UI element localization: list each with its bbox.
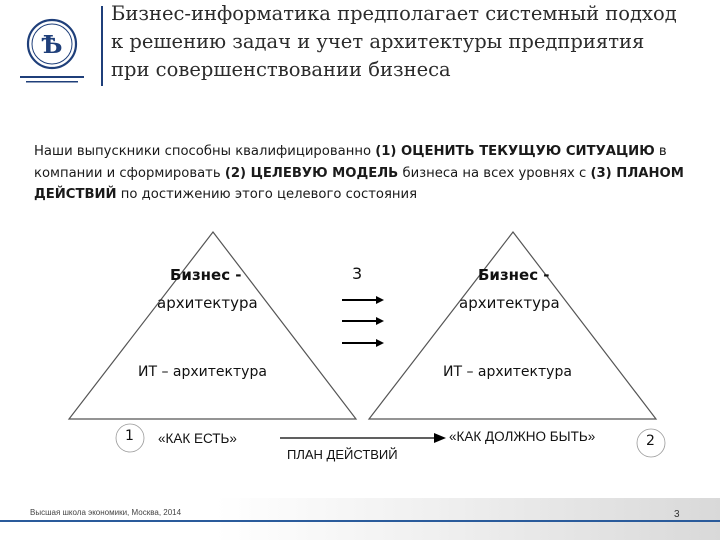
footer-band (0, 498, 720, 540)
body-bold-2: (2) ЦЕЛЕВУЮ МОДЕЛЬ (224, 165, 399, 181)
step-1-number: 1 (125, 428, 134, 444)
body-text-2: в компании и сформировать (34, 144, 667, 181)
as-is-label: «КАК ЕСТЬ» (158, 431, 237, 446)
transition-arrows (342, 296, 384, 347)
body-bold-3: (3) ПЛАНОМ ДЕЙСТВИЙ (34, 165, 684, 202)
step-2-number: 2 (646, 433, 655, 449)
footer-text: Высшая школа экономики, Москва, 2014 (30, 508, 182, 517)
body-bold-1: (1) ОЦЕНИТЬ ТЕКУЩУЮ СИТУАЦИЮ (375, 144, 655, 159)
title-line-2: к решению задач и учет архитектуры предприятия (111, 30, 645, 53)
svg-text:Ѣ: Ѣ (41, 30, 63, 59)
body-text-4: по достижению этого целевого состояния (116, 187, 418, 202)
footer-line (0, 520, 720, 522)
right-business-label-2: архитектура (459, 294, 560, 312)
right-triangle (369, 232, 656, 419)
body-text-3: бизнеса на всех уровнях с (398, 165, 591, 181)
left-it-label: ИТ – архитектура (138, 364, 267, 380)
title-line-1: Бизнес-информатика предполагает системный подход (111, 2, 677, 25)
title-line-3: при совершенствовании бизнеса (111, 58, 451, 81)
step-3-number: 3 (352, 264, 363, 283)
plan-arrow (280, 433, 446, 443)
to-be-label: «КАК ДОЛЖНО БЫТЬ» (449, 429, 596, 444)
page-number: 3 (674, 509, 680, 520)
left-triangle (69, 232, 356, 419)
left-business-label-1: Бизнес - (170, 266, 242, 284)
left-business-label-2: архитектура (157, 294, 258, 312)
right-business-label-1: Бизнес - (478, 266, 550, 284)
body-text-1: Наши выпускники способны квалифицированно (34, 144, 376, 159)
action-plan-label: ПЛАН ДЕЙСТВИЙ (287, 447, 398, 462)
right-it-label: ИТ – архитектура (443, 364, 572, 380)
